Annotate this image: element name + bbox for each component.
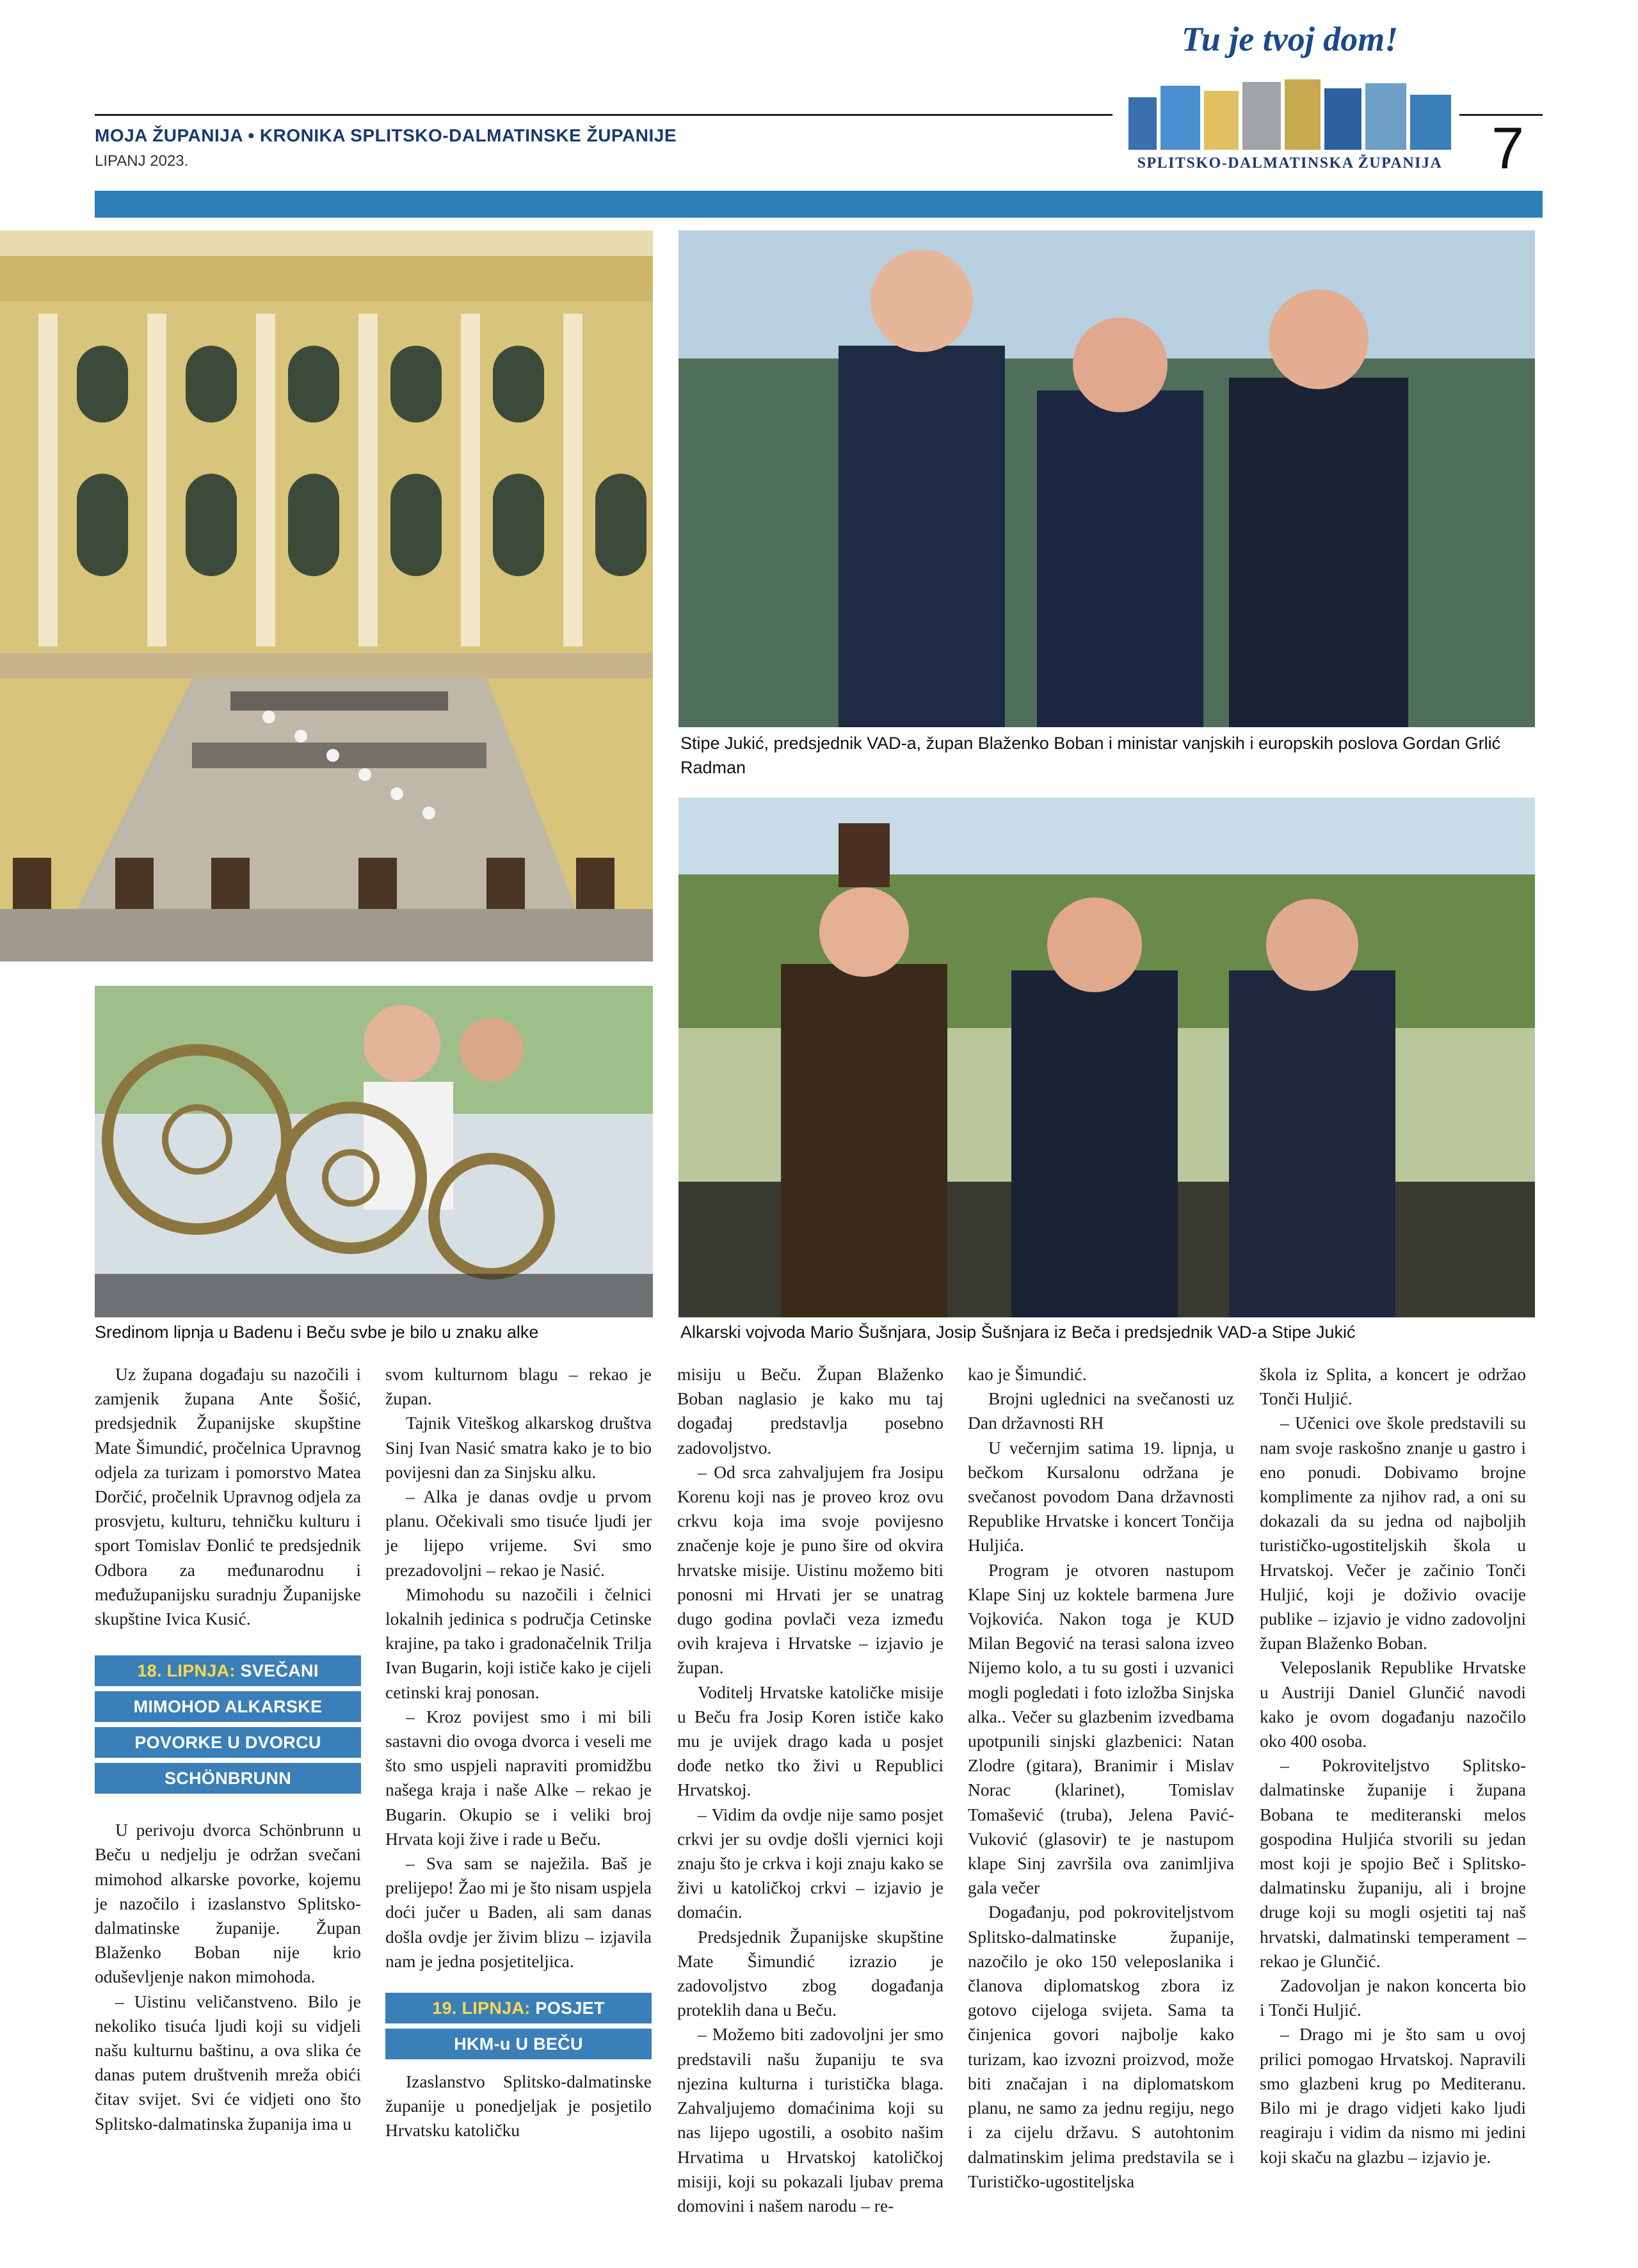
alka-image [95, 986, 653, 1317]
article-paragraph: Mimohodu su nazočili i čelnici lokalnih jedinica s područja Cetinske krajine, pa tako i gradonačelnik Trilja Ivan Bugarin, koji ističe kako je cijeli cetinski kraj ponosan. [385, 1584, 652, 1702]
article-paragraph: – Pokroviteljstvo Splitsko-dalmatinske županije i župana Bobana te mediteranski melos gospodina Huljića stvorili su jedan most koji je spojio Beč i Splitsko-dalmatinsku županiju, ali i brojne druge koji su mogli osjetiti taj naš hrvatski, dalmatinski temperament – rekao je Glunčić. [1260, 1755, 1526, 1971]
logo-name: SPLITSKO-DALMATINSKA ŽUPANIJA [1137, 155, 1443, 172]
caption-officials: Stipe Jukić, predsjednik VAD-a, župan Blaženko Boban i ministar vanjskih i europskih poslova Gordan Grlić Radman [680, 734, 1501, 777]
subhead-line [95, 1655, 361, 1686]
article-paragraph: kao je Šimundić. [968, 1364, 1087, 1384]
article-paragraph: – Uistinu veličanstveno. Bilo je nekoliko tisuća ljudi koji su vidjeli našu kulturnu baštinu, a ova slika će danas putem društvenih mreža obići čitav svijet. Svi će vidjeti ono što Splitsko-dalmatinska županija ima u [95, 1991, 361, 2134]
article-paragraph: Izaslanstvo Splitsko-dalmatinske županije u ponedjeljak je posjetilo Hrvatsku katoličku [385, 2071, 652, 2141]
subhead-line: POVORKE U DVORCU [95, 1727, 361, 1758]
article-paragraph: Voditelj Hrvatske katoličke misije u Beču fra Josip Koren ističe kako mu je uvijek drago kada u posjet dođe netko tko živi u Republici Hrvatskoj. [677, 1682, 943, 1800]
article-paragraph: U večernjim satima 19. lipnja, u bečkom Kursalonu održana je svečanost povodom Dana državnosti Republike Hrvatske i koncert Tončija Huljića. [968, 1437, 1234, 1556]
article-paragraph: misiju u Beču. Župan Blaženko Boban naglasio je kako mu taj događaj predstavlja posebno zadovoljstvo. [677, 1364, 943, 1458]
article-column-2 [385, 1362, 652, 2258]
logo-tiles-icon [1128, 79, 1451, 150]
photo-schonbrunn-parade [0, 230, 653, 961]
article-paragraph: svom kulturnom blagu – rekao je župan. [385, 1364, 652, 1409]
article-paragraph: Program je otvoren nastupom Klape Sinj uz koktele barmena Jure Vojkovića. Nakon toga je KUD Milan Begović na terasi salona izveo Nijemo kolo, a tu su gosti i uzvanici mogli pogledati i foto izložba Sinjska alka.. Večer su glazbenim izvedbama upotpunili sinjski glazbenici: Natan Zlodre (gitara), Branimir i Mislav Norac (klarinet), Tomislav Tomašević (truba), Jelena Pavić-Vuković (glasovir) te je nastupom klape Sinj završila ova zanimljiva gala večer [968, 1559, 1234, 1898]
article-column-3 [677, 1362, 943, 2258]
article-paragraph: Uz župana događaju su nazočili i zamjenik župana Ante Šošić, predsjednik Županijske skupštine Mate Šimundić, pročelnica Upravnog odjela za turizam i pomorstvo Matea Dorčić, pročelnik Upravnog odjela za prosvjetu, kulturu, tehničku kulturu i sport Tomislav Đonlić te predsjednik Odbora za međunarodnu i međužupanijsku suradnju Županijske skupštine Ivica Kusić. [95, 1364, 361, 1629]
subhead-line [385, 1993, 652, 2023]
subhead-19-lipnja [385, 1993, 652, 2059]
subhead-18-lipnja [95, 1655, 361, 1794]
article-paragraph: Tajnik Viteškog alkarskog društva Sinj Ivan Nasić smatra kako je to bio povijesni dan za Sinjsku alku. [385, 1413, 652, 1482]
logo-slogan: Tu je tvoj dom! [1181, 20, 1399, 58]
county-logo [1123, 19, 1456, 173]
article-paragraph: Predsjednik Županijske skupštine Mate Šimundić izrazio je zadovoljstvo zbog događanja proteklih dana u Beču. [677, 1926, 943, 2020]
article-paragraph: Zadovoljan je nakon koncerta bio i Tonči Huljić. [1260, 1975, 1526, 2020]
article-paragraph: Veleposlanik Republike Hrvatske u Austriji Daniel Glunčić navodi kako je ovom događanju nazočilo oko 400 osoba. [1260, 1657, 1526, 1751]
vojvoda-image [678, 798, 1535, 1317]
publication-title: MOJA ŽUPANIJA • KRONIKA SPLITSKO-DALMATINSKE ŽUPANIJE [95, 125, 677, 145]
accent-bar [95, 191, 1543, 218]
article-column-4 [968, 1362, 1234, 2258]
caption-vojvoda: Alkarski vojvoda Mario Šušnjara, Josip Šušnjara iz Beča i predsjednik VAD-a Stipe Jukić [680, 1323, 1356, 1342]
article-paragraph: – Učenici ove škole predstavili su nam svoje raskošno znanje u gastro i eno ponudi. Dobivamo brojne komplimente za njihov rad, a oni su dokazali da su jedna od najboljih turističko-ugostiteljskih škola u Hrvatskoj. Večer je začinio Tonči Huljić, koji je doživio ovacije publike – izjavio je vidno zadovoljni župan Blaženko Boban. [1260, 1413, 1526, 1653]
article-paragraph: – Možemo biti zadovoljni jer smo predstavili našu županiju te sva njezina kulturna i turistička blaga. Zahvaljujemo domaćinima koji su nas lijepo ugostili, a osobito našim Hrvatima u Hrvatskoj katoličkoj misiji, koji su pokazali ljubav prema domovini i našem narodu – re- [677, 2024, 943, 2216]
article-column-5 [1260, 1362, 1526, 2258]
photo-vojvoda [678, 798, 1535, 1317]
subhead-line: SCHÖNBRUNN [95, 1763, 361, 1794]
caption-alka: Sredinom lipnja u Badenu i Beču svbe je bilo u znaku alke [95, 1323, 539, 1342]
subhead-line: MIMOHOD ALKARSKE [95, 1691, 361, 1722]
subhead-text: SVEČANI [240, 1661, 319, 1681]
officials-image [678, 230, 1535, 727]
article-paragraph: – Sva sam se naježila. Baš je prelijepo! Žao mi je što nisam uspjela doći jučer u Baden, ali sam danas došla ovdje jer živim blizu – izjavila nam je jedna posjetiteljica. [385, 1853, 652, 1971]
article-paragraph: – Alka je danas ovdje u prvom planu. Očekivali smo tisuće ljudi jer je lijepo vrijeme. Svi smo prezadovoljni – rekao je Nasić. [385, 1486, 652, 1580]
issue-date: LIPANJ 2023. [95, 152, 189, 170]
article-paragraph: škola iz Splita, a koncert je održao Tonči Huljić. [1260, 1364, 1526, 1409]
subhead-text: POSJET [535, 1999, 605, 2018]
photo-alka-rings [95, 986, 653, 1317]
article-paragraph: – Od srca zahvaljujem fra Josipu Korenu koji nas je proveo kroz ovu crkvu koja ima svoje povijesno značenje koje je puno šire od okvira hrvatske misije. Uistinu možemo biti ponosni mi Hrvati jer se unatrag dugo godina povlači veza između ovih krajeva i Hrvatske – izjavio je župan. [677, 1461, 943, 1678]
page-number: 7 [1491, 116, 1525, 181]
article-paragraph: – Vidim da ovdje nije samo posjet crkvi jer su ovdje došli vjernici koji znaju što je crkva i koji znaju kako se živi u katoličkoj crkvi – izjavio je domaćin. [677, 1804, 943, 1922]
article-paragraph: – Drago mi je što sam u ovoj prilici pomogao Hrvatskoj. Napravili smo glazbeni krug po Mediteranu. Bilo mi je drago vidjeti kako ljudi reagiraju i vidim da nismo mi jedini koji skaču na glazbu – izjavio je. [1260, 2024, 1526, 2167]
photo-officials [678, 230, 1535, 727]
article-paragraph: Brojni uglednici na svečanosti uz Dan državnosti RH [968, 1388, 1234, 1433]
article-paragraph: – Kroz povijest smo i mi bili sastavni dio ovoga dvorca i veseli me što smo uspjeli napraviti promidžbu našega kraja i naše Alke – rekao je Bugarin. Okupio se i veliki broj Hrvata koji žive i rade u Beču. [385, 1706, 652, 1849]
palace-image [0, 230, 653, 961]
header-rule [95, 114, 1112, 116]
article-column-1 [95, 1362, 361, 2258]
subhead-line: HKM-u U BEČU [385, 2029, 652, 2059]
subhead-date: 19. LIPNJA: [432, 1999, 531, 2018]
article-paragraph: Događanju, pod pokroviteljstvom Splitsko-dalmatinske županije, nazočilo je oko 150 veleposlanika i članova diplomatskog zbora iz gotovo cijeloga svijeta. Sama ta činjenica govori najbolje kako turizam, kao izvozni proizvod, može biti značajan i na diplomatskom planu, ne samo za jednu regiju, nego i za cijelu državu. S autohtonim dalmatinskim jelima predstavila se i Turističko-ugostiteljska [968, 1902, 1234, 2191]
article-paragraph: U perivoju dvorca Schönbrunn u Beču u nedjelju je održan svečani mimohod alkarske povorke, kojemu je nazočilo i izaslanstvo Splitsko-dalmatinske županije. Župan Blaženko Boban nije krio oduševljenje nakon mimohoda. [95, 1820, 361, 1987]
subhead-date: 18. LIPNJA: [137, 1661, 236, 1681]
